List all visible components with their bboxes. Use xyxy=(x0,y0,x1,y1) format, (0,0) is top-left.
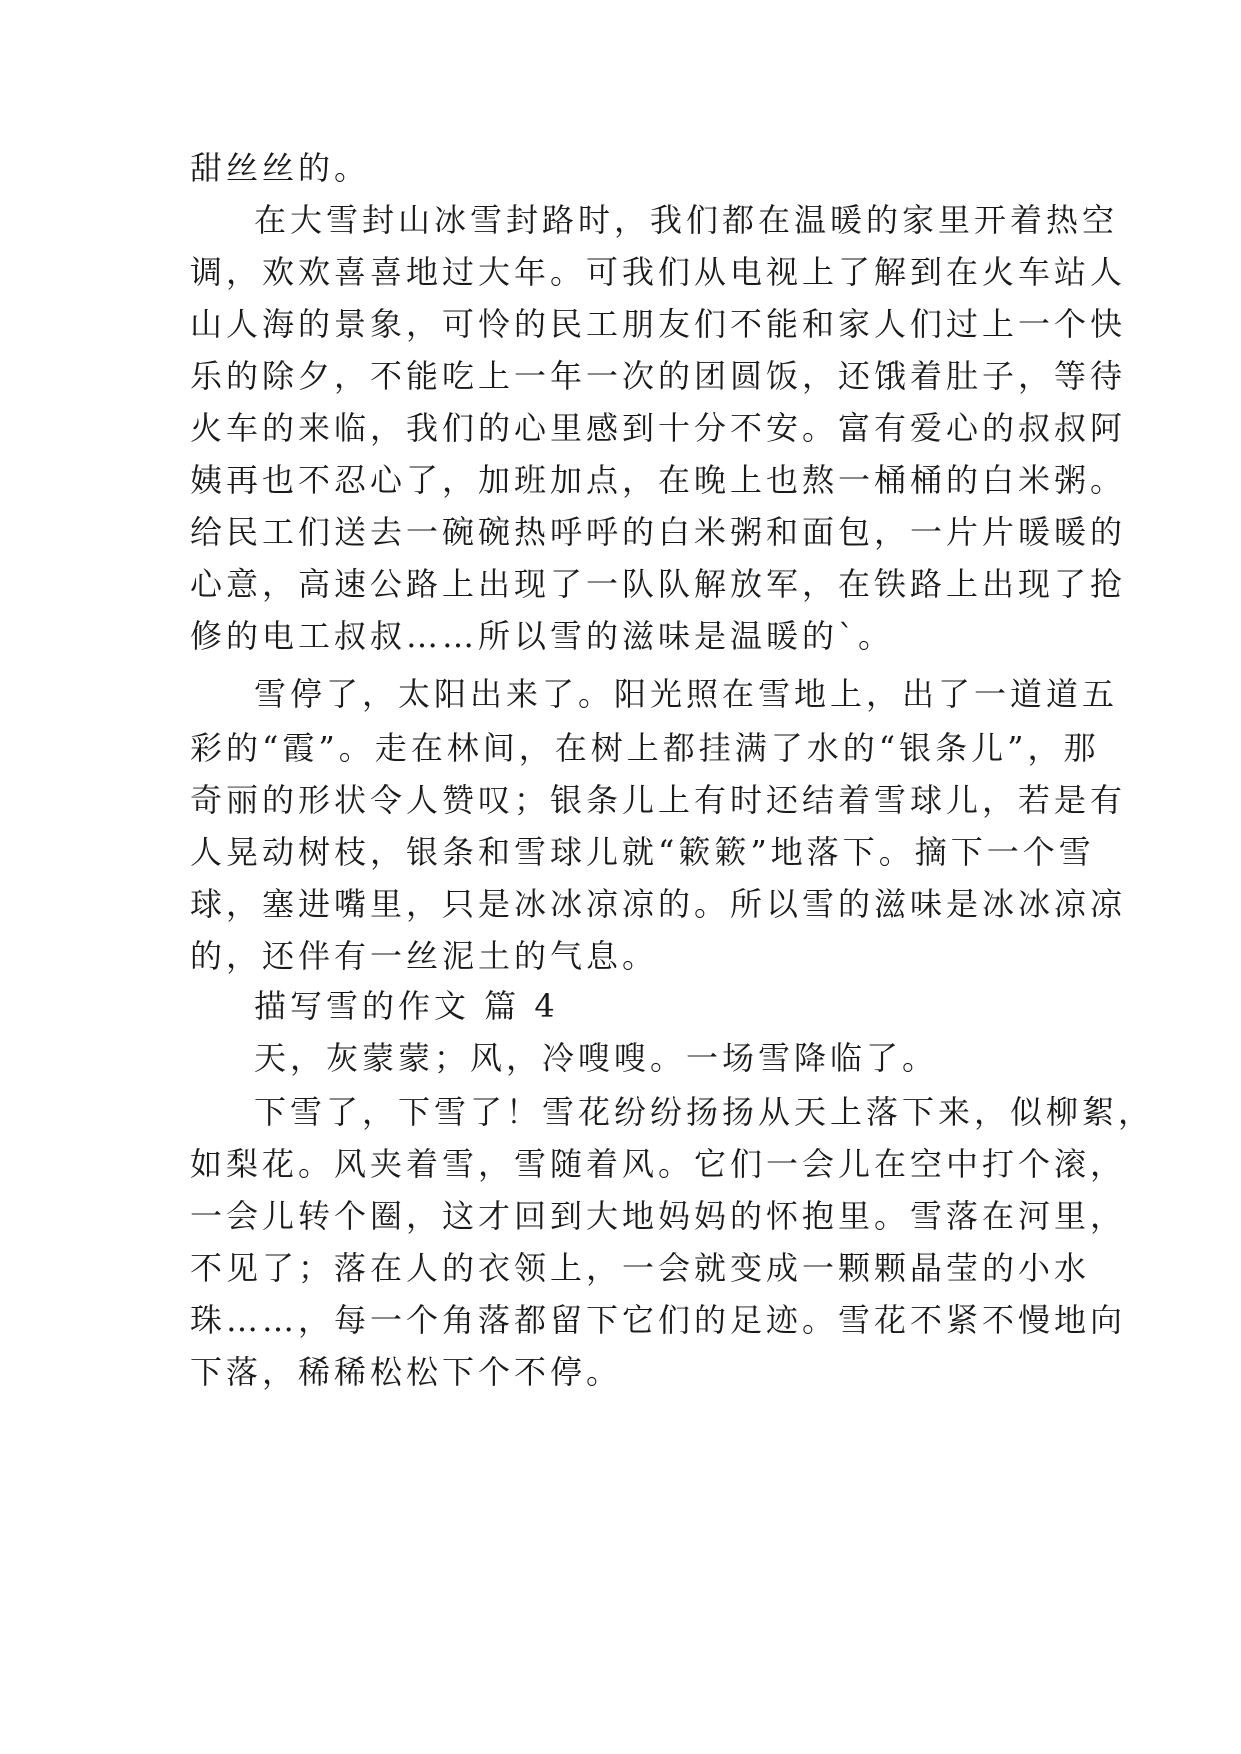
paragraph-start-line: 下雪了，下雪了！雪花纷纷扬扬从天上落下来，似柳絮， xyxy=(254,1093,1155,1131)
text-line: 不见了；落在人的衣领上，一会就变成一颗颗晶莹的小水 xyxy=(190,1249,1091,1287)
text-line: 球，塞进嘴里，只是冰冰凉凉的。所以雪的滋味是冰冰凉凉 xyxy=(190,885,1127,923)
text-line: 如梨花。风夹着雪，雪随着风。它们一会儿在空中打个滚， xyxy=(190,1145,1127,1183)
text-line: 珠……，每一个角落都留下它们的足迹。雪花不紧不慢地向 xyxy=(190,1301,1127,1339)
text-line: 山人海的景象，可怜的民工朋友们不能和家人们过上一个快 xyxy=(190,305,1127,343)
text-line: 奇丽的形状令人赞叹；银条儿上有时还结着雪球儿，若是有 xyxy=(190,781,1127,819)
text-line: 姨再也不忍心了，加班加点，在晚上也熬一桶桶的白米粥。 xyxy=(190,461,1127,499)
paragraph-start-line: 天，灰蒙蒙；风，冷嗖嗖。一场雪降临了。 xyxy=(254,1039,939,1077)
text-line: 给民工们送去一碗碗热呼呼的白米粥和面包，一片片暖暖的 xyxy=(190,513,1127,551)
text-line: 彩的“霞”。走在林间，在树上都挂满了水的“银条儿”，那 xyxy=(190,729,1100,767)
paragraph-start-line: 在大雪封山冰雪封路时，我们都在温暖的家里开着热空 xyxy=(254,201,1119,239)
paragraph-start-line: 雪停了，太阳出来了。阳光照在雪地上，出了一道道五 xyxy=(254,675,1119,713)
text-line: 下落，稀稀松松下个不停。 xyxy=(190,1353,623,1391)
text-line: 乐的除夕，不能吃上一年一次的团圆饭，还饿着肚子，等待 xyxy=(190,357,1127,395)
text-line: 的，还伴有一丝泥土的气息。 xyxy=(190,937,659,975)
text-line: 修的电工叔叔……所以雪的滋味是温暖的`。 xyxy=(190,617,895,655)
section-heading: 描写雪的作文 篇 4 xyxy=(254,987,559,1025)
text-line: 调，欢欢喜喜地过大年。可我们从电视上了解到在火车站人 xyxy=(190,253,1127,291)
text-line: 人晃动树枝，银条和雪球儿就“簌簌”地落下。摘下一个雪 xyxy=(190,833,1095,871)
text-line: 火车的来临，我们的心里感到十分不安。富有爱心的叔叔阿 xyxy=(190,409,1127,447)
text-line: 心意，高速公路上出现了一队队解放军，在铁路上出现了抢 xyxy=(190,565,1127,603)
text-line: 一会儿转个圈，这才回到大地妈妈的怀抱里。雪落在河里， xyxy=(190,1197,1127,1235)
text-line: 甜丝丝的。 xyxy=(190,149,371,187)
